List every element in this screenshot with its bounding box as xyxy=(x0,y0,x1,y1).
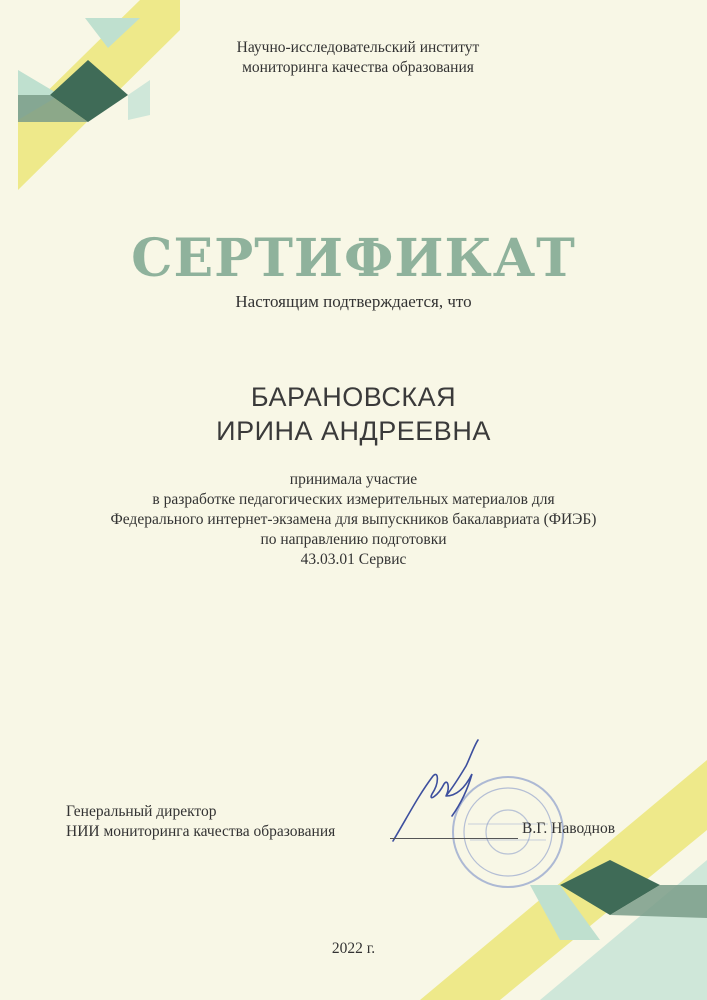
signature-line xyxy=(390,838,518,839)
director-signature xyxy=(388,736,498,846)
recipient-name xyxy=(0,380,707,448)
body-line-2: в разработке педагогических измерительных материалов для xyxy=(152,491,555,508)
body-line-3: Федерального интернет-экзамена для выпускников бакалавриата (ФИЭБ) xyxy=(110,511,597,528)
institute-line-2: мониторинга качества образования xyxy=(242,59,474,76)
recipient-surname: БАРАНОВСКАЯ xyxy=(250,382,457,412)
signer-name: В.Г. Наводнов xyxy=(522,820,616,837)
position-line-1: Генеральный директор xyxy=(66,803,217,820)
body-line-5: 43.03.01 Сервис xyxy=(300,551,407,568)
institute-line-1: Научно-исследовательский институт xyxy=(236,39,480,56)
certificate-title: СЕРТИФИКАТ xyxy=(131,228,576,289)
recipient-given-names: ИРИНА АНДРЕЕВНА xyxy=(216,416,491,446)
participation-text xyxy=(0,470,707,570)
body-line-1: принимала участие xyxy=(289,471,418,488)
institute-name xyxy=(208,38,508,78)
confirmation-text: Настоящим подтверждается, что xyxy=(235,292,472,311)
director-position xyxy=(66,802,335,842)
issue-year: 2022 г. xyxy=(331,940,376,957)
position-line-2: НИИ мониторинга качества образования xyxy=(66,823,336,840)
body-line-4: по направлению подготовки xyxy=(260,531,447,548)
